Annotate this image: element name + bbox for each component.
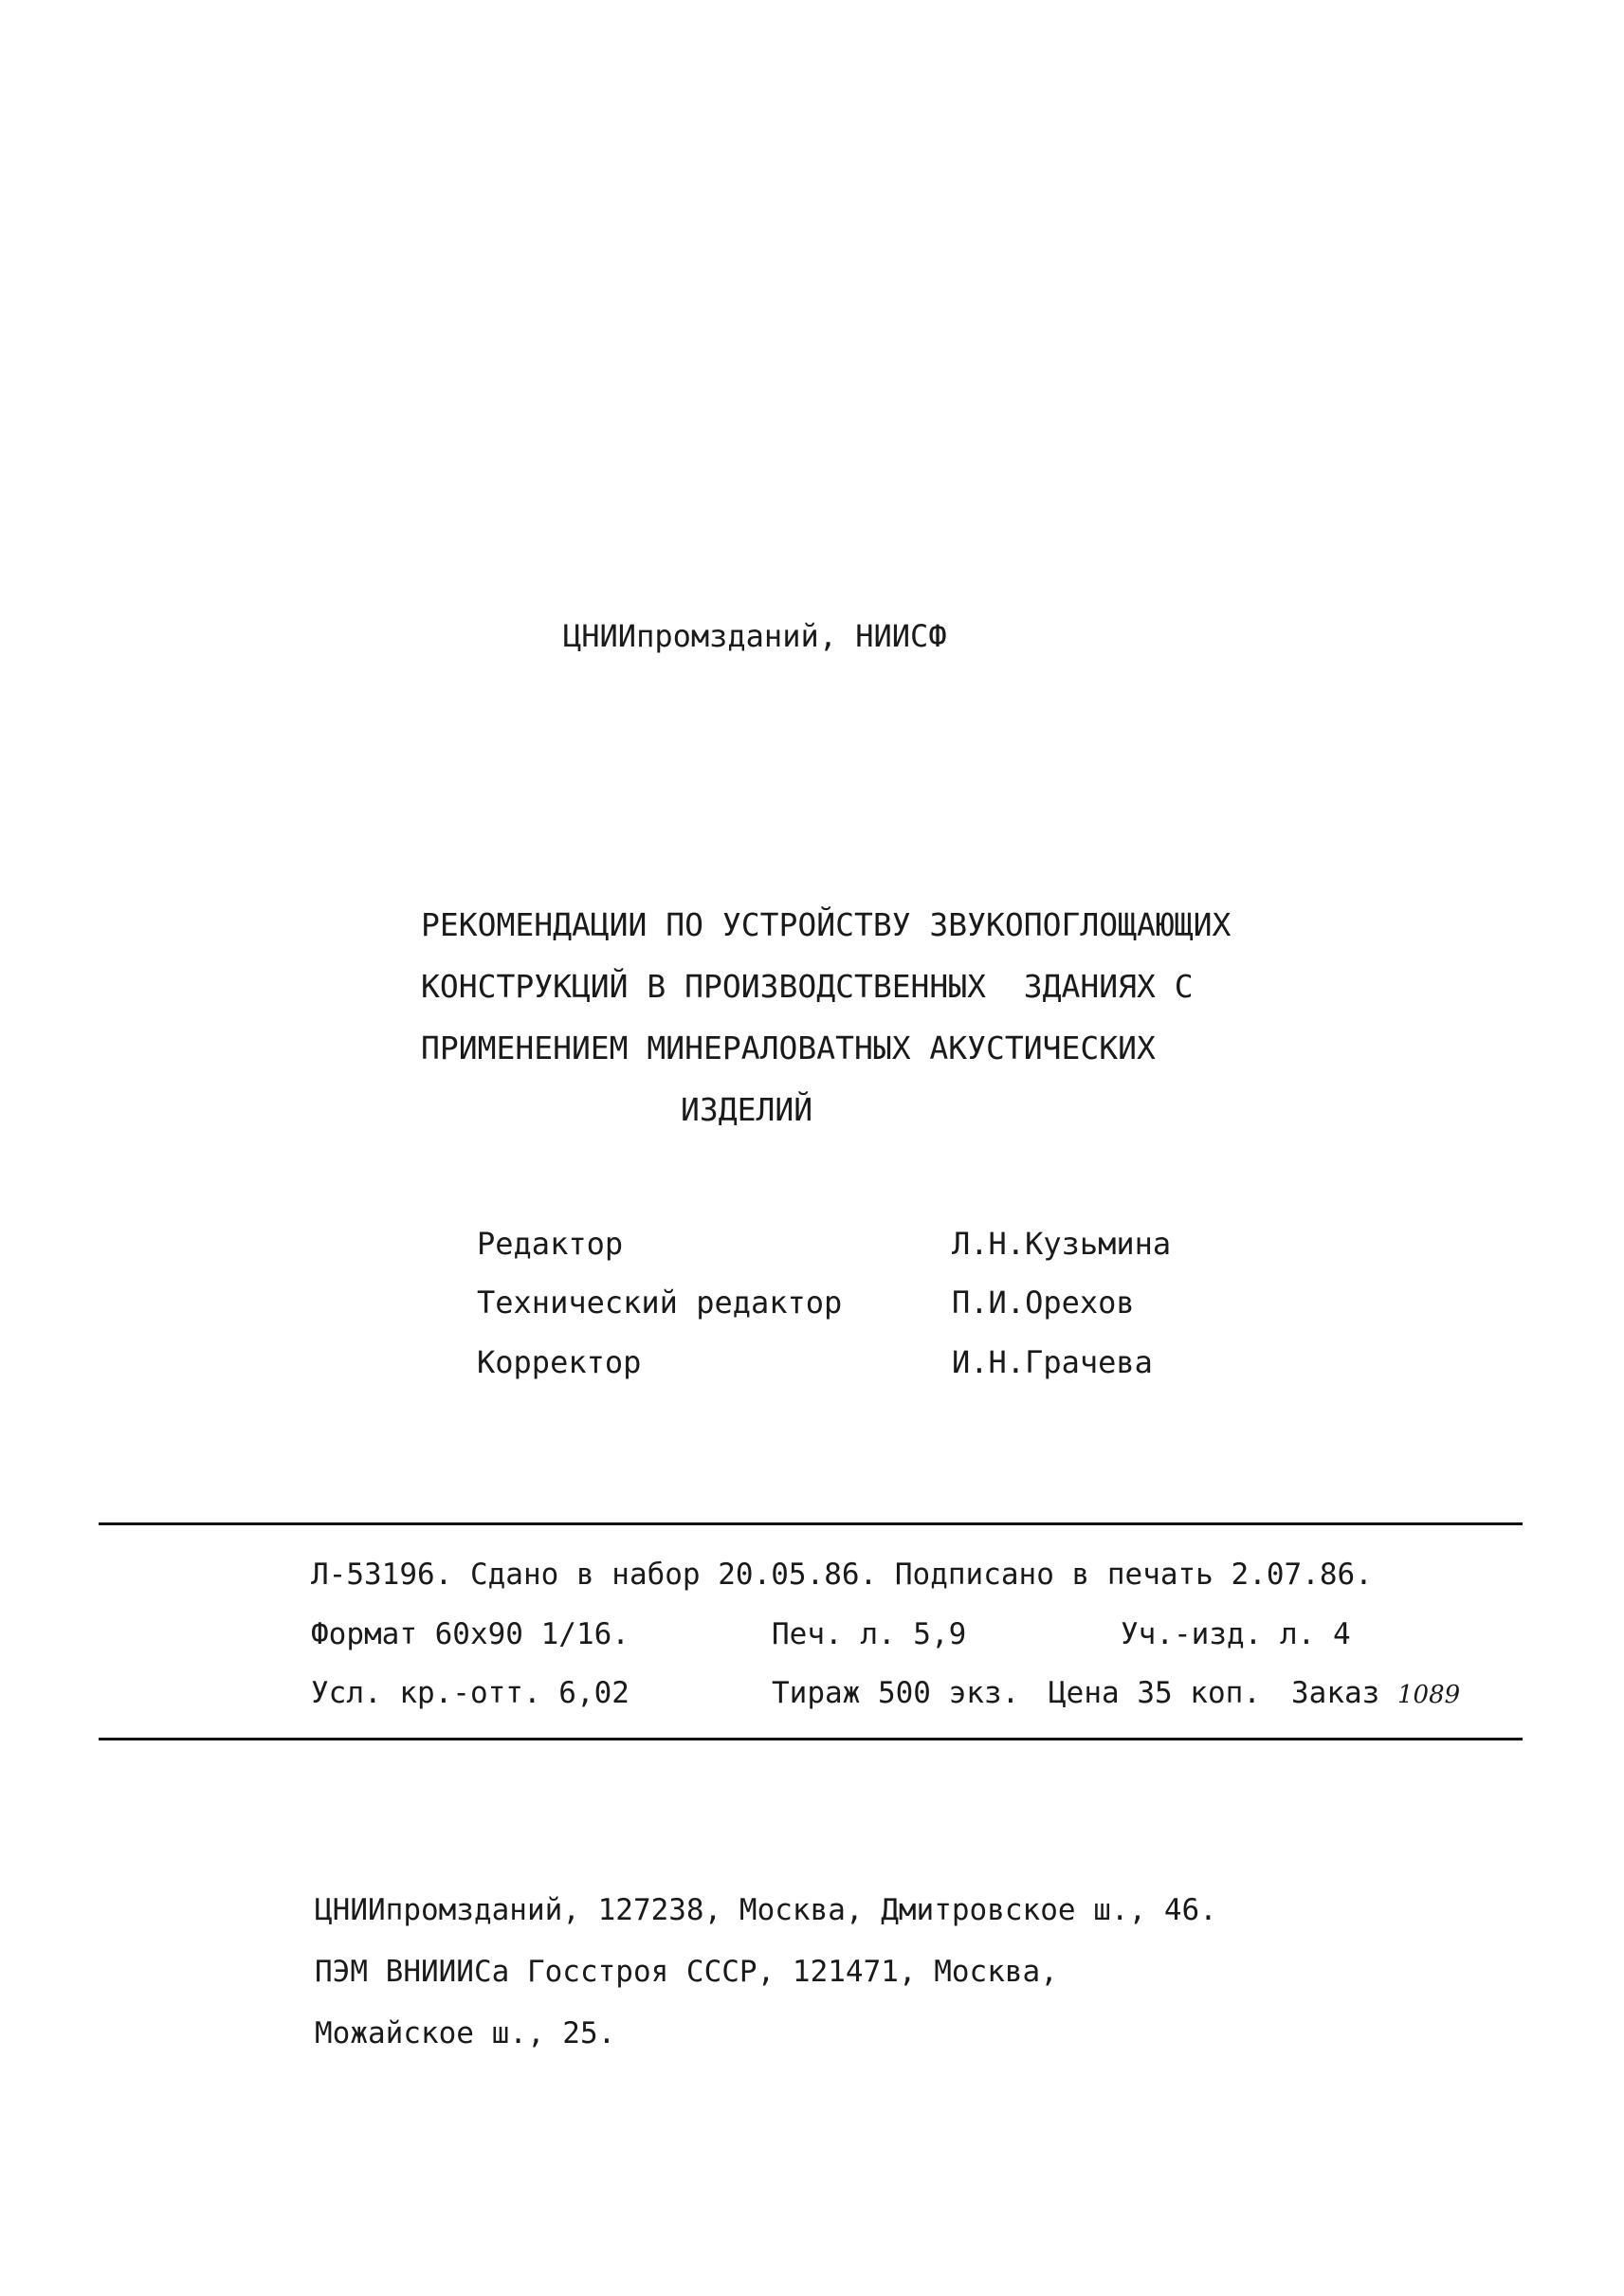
credit-role-proofreader: Корректор (477, 1344, 642, 1380)
imprint-bottom-rule (99, 1738, 1523, 1740)
imprint-print-sheets: Печ. л. 5,9 (772, 1617, 967, 1651)
credit-name-editor: Л.Н.Кузьмина (952, 1226, 1172, 1262)
publisher-organization: ЦНИИпромзданий, НИИСФ (563, 618, 947, 654)
imprint-top-rule (99, 1522, 1523, 1525)
credit-name-tech-editor: П.И.Орехов (952, 1285, 1135, 1321)
address-line-2: ПЭМ ВНИИИСа Госстроя СССР, 121471, Москва, (315, 1955, 1058, 1989)
imprint-format: Формат 60x90 1/16. (311, 1617, 630, 1651)
credit-name-proofreader: И.Н.Грачева (952, 1344, 1153, 1380)
address-line-1: ЦНИИпромзданий, 127238, Москва, Дмитровское ш., 46. (315, 1893, 1217, 1927)
title-line-3: ПРИМЕНЕНИЕМ МИНЕРАЛОВАТНЫХ АКУСТИЧЕСКИХ (421, 1030, 1156, 1066)
imprint-price: Цена 35 коп. (1049, 1676, 1261, 1710)
title-line-1: РЕКОМЕНДАЦИИ ПО УСТРОЙСТВУ ЗВУКОПОГЛОЩАЮЩИХ (421, 906, 1232, 943)
imprint-order-label: Заказ (1291, 1676, 1380, 1710)
imprint-line-1: Л-53196. Сдано в набор 20.05.86. Подписано в печать 2.07.86. (311, 1558, 1373, 1592)
credit-role-editor: Редактор (477, 1226, 624, 1262)
imprint-edition-sheets: Уч.-изд. л. 4 (1121, 1617, 1351, 1651)
title-line-2: КОНСТРУКЦИЙ В ПРОИЗВОДСТВЕННЫХ ЗДАНИЯХ С (421, 968, 1194, 1005)
imprint-order-number: 1089 (1397, 1681, 1461, 1709)
imprint-order (1291, 1674, 1460, 1714)
title-line-4: ИЗДЕЛИЙ (681, 1091, 813, 1128)
imprint-run: Тираж 500 экз. (772, 1676, 1020, 1710)
address-line-3: Можайское ш., 25. (315, 2016, 616, 2050)
imprint-conv-sheets: Усл. кр.-отт. 6,02 (311, 1676, 630, 1710)
credit-role-tech-editor: Технический редактор (477, 1285, 843, 1321)
